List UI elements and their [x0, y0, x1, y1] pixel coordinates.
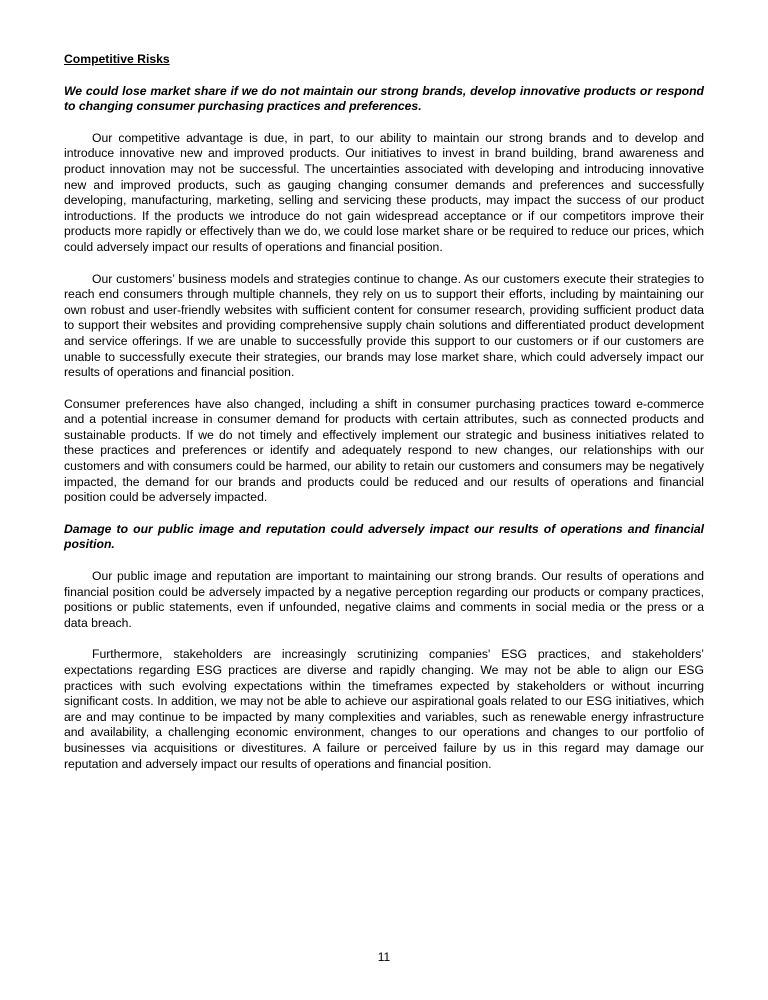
section-heading: Competitive Risks: [64, 52, 170, 66]
risk-heading-public-image: Damage to our public image and reputation could adversely impact our results of operations and financial position.: [64, 521, 704, 552]
paragraph-consumer-preferences: Consumer preferences have also changed, including a shift in consumer purchasing practices toward e-commerce and a potential increase in consumer demand for products with certain attributes, such as connected products and sustainable products. If we do not timely and effectively implement our strategic and business initiatives related to these practices and preferences or identify and adequately respond to new changes, our relationships with our customers and with consumers could be harmed, our ability to retain our customers and consumers may be negatively impacted, the demand for our brands and products could be reduced and our results of operations and financial position could be adversely impacted.: [64, 396, 704, 505]
document-page: [64, 52, 704, 788]
paragraph-esg-practices: Furthermore, stakeholders are increasingly scrutinizing companies' ESG practices, and stakeholders’ expectations regarding ESG practices are diverse and rapidly changing. We may not be able to align our ESG practices with such evolving expectations within the timeframes expected by stakeholders or without incurring significant costs. In addition, we may not be able to achieve our aspirational goals related to our ESG initiatives, which are and may continue to be impacted by many complexities and variables, such as renewable energy infrastructure and availability, a challenging economic environment, changes to our operations and changes to our portfolio of businesses via acquisitions or divestitures. A failure or perceived failure by us in this regard may damage our reputation and adversely impact our results of operations and financial position.: [64, 647, 704, 771]
paragraph-public-image: Our public image and reputation are important to maintaining our strong brands. Our results of operations and financial position could be adversely impacted by a negative perception regarding our products or company practices, positions or public statements, even if unfounded, negative claims and comments in social media or the press or a data breach.: [64, 569, 704, 630]
page-number: 11: [377, 950, 391, 964]
risk-heading-market-share: We could lose market share if we do not maintain our strong brands, develop innovative products or respond to changing consumer purchasing practices and preferences.: [64, 83, 704, 114]
paragraph-competitive-advantage: Our competitive advantage is due, in part, to our ability to maintain our strong brands and to develop and introduce innovative new and improved products. Our initiatives to invest in brand building, brand awareness and product innovation may not be successful. The uncertainties associated with developing and introducing innovative new and improved products, such as gauging changing consumer demands and preferences and successfully developing, manufacturing, marketing, selling and servicing these products, may impact the success of our product introductions. If the products we introduce do not gain widespread acceptance or if our competitors improve their products more rapidly or effectively than we do, we could lose market share or be required to reduce our prices, which could adversely impact our results of operations and financial position.: [64, 130, 704, 254]
paragraph-customer-strategies: Our customers’ business models and strategies continue to change. As our customers execute their strategies to reach end consumers through multiple channels, they rely on us to support their efforts, including by maintaining our own robust and user-friendly websites with sufficient content for consumer research, providing sufficient product data to support their websites and providing comprehensive supply chain solutions and differentiated product development and service offerings. If we are unable to successfully provide this support to our customers or if our customers are unable to successfully execute their strategies, our brands may lose market share, which could adversely impact our results of operations and financial position.: [64, 271, 704, 380]
